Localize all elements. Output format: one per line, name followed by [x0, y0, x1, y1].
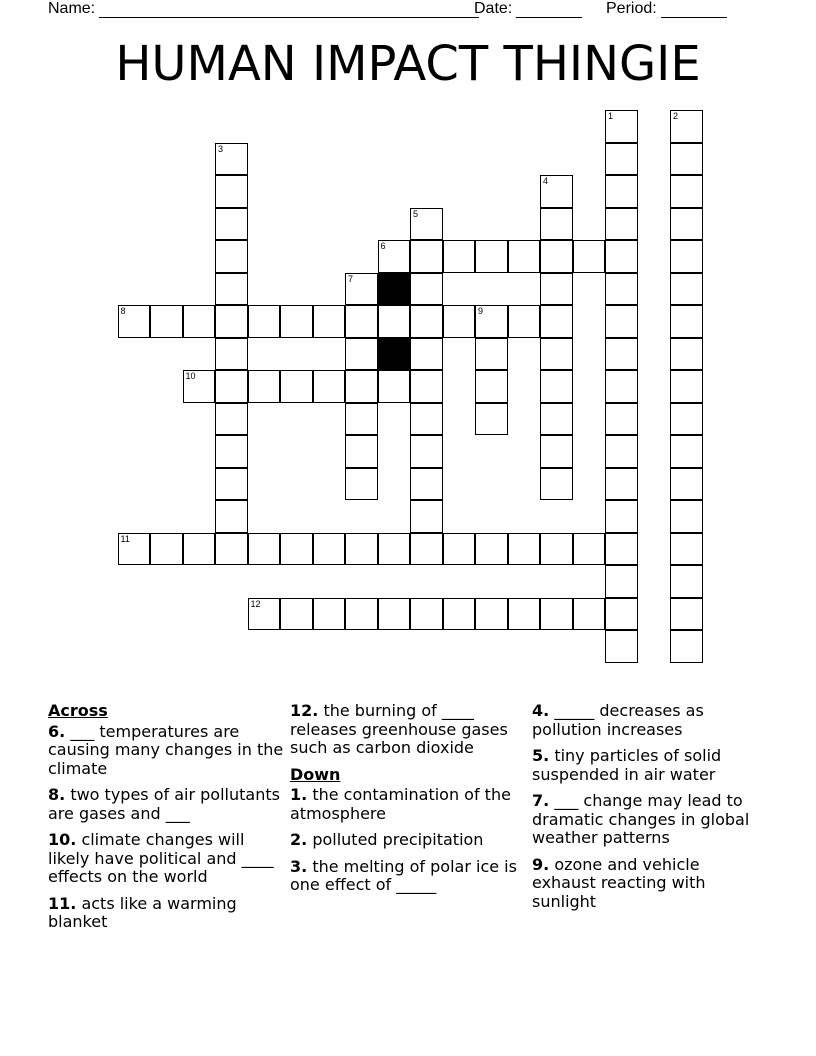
- grid-cell[interactable]: [215, 403, 248, 436]
- grid-cell[interactable]: [605, 630, 638, 663]
- grid-cell[interactable]: [670, 143, 703, 176]
- clue-number: 9.: [532, 854, 550, 874]
- clue-text: acts like a warming blanket: [48, 893, 237, 931]
- grid-cell[interactable]: [345, 435, 378, 468]
- clue-across-12: [290, 702, 526, 758]
- clue-number: 4.: [532, 701, 550, 720]
- grid-cell[interactable]: [410, 370, 443, 403]
- grid-cell[interactable]: [670, 630, 703, 663]
- grid-cell[interactable]: [280, 533, 313, 566]
- grid-cell[interactable]: [573, 240, 606, 273]
- clue-number-label: 1: [608, 111, 614, 121]
- grid-cell[interactable]: [670, 598, 703, 631]
- clue-number: 1.: [290, 785, 308, 804]
- grid-cell[interactable]: [345, 273, 378, 306]
- clue-text: _____ decreases as pollution increases: [532, 701, 704, 739]
- clue-text: two types of air pollutants are gases and ___: [48, 785, 280, 823]
- grid-cell[interactable]: [215, 468, 248, 501]
- clue-across-10: [48, 831, 284, 887]
- grid-cell[interactable]: [508, 533, 541, 566]
- across-heading: Across: [48, 701, 108, 720]
- grid-cell[interactable]: [475, 338, 508, 371]
- grid-cell[interactable]: [443, 305, 476, 338]
- grid-cell[interactable]: [475, 598, 508, 631]
- grid-cell[interactable]: [313, 305, 346, 338]
- grid-cell[interactable]: [280, 305, 313, 338]
- period-label: Period:: [606, 0, 657, 17]
- clue-across-6: [48, 723, 284, 779]
- grid-cell[interactable]: [280, 598, 313, 631]
- grid-cell[interactable]: [670, 500, 703, 533]
- clues-column-2: [290, 702, 526, 903]
- date-label: Date:: [474, 0, 513, 17]
- grid-cell[interactable]: [540, 468, 573, 501]
- grid-cell[interactable]: [540, 370, 573, 403]
- grid-cell[interactable]: [670, 208, 703, 241]
- grid-cell[interactable]: [670, 435, 703, 468]
- grid-cell[interactable]: [215, 305, 248, 338]
- grid-cell[interactable]: [540, 240, 573, 273]
- grid-cell[interactable]: [410, 403, 443, 436]
- grid-cell[interactable]: [508, 240, 541, 273]
- grid-cell[interactable]: [670, 273, 703, 306]
- grid-cell[interactable]: [215, 500, 248, 533]
- clue-text: the melting of polar ice is one effect of _____: [290, 856, 517, 894]
- grid-cell[interactable]: [378, 533, 411, 566]
- clue-text: polluted precipitation: [312, 830, 484, 849]
- clue-down-4: [532, 702, 768, 739]
- black-square: [378, 273, 411, 306]
- grid-cell[interactable]: [540, 598, 573, 631]
- grid-cell[interactable]: [248, 370, 281, 403]
- grid-cell[interactable]: [313, 598, 346, 631]
- clue-text: climate changes will likely have political and ____ effects on the world: [48, 830, 274, 886]
- clue-number: 12.: [290, 701, 319, 720]
- page-title: HUMAN IMPACT THINGIE: [115, 36, 701, 92]
- grid-cell[interactable]: [670, 110, 703, 143]
- clue-number-label: 10: [185, 371, 196, 381]
- grid-cell[interactable]: [540, 273, 573, 306]
- clue-number: 11.: [48, 893, 77, 913]
- grid-cell[interactable]: [540, 435, 573, 468]
- grid-cell[interactable]: [215, 435, 248, 468]
- grid-cell[interactable]: [475, 305, 508, 338]
- clue-text: ___ change may lead to dramatic changes in global weather patterns: [532, 791, 750, 847]
- clue-text: the burning of ____ releases greenhouse gases such as carbon dioxide: [290, 701, 508, 757]
- grid-cell[interactable]: [573, 598, 606, 631]
- grid-cell[interactable]: [345, 305, 378, 338]
- grid-cell[interactable]: [118, 533, 151, 566]
- grid-cell[interactable]: [670, 175, 703, 208]
- grid-cell[interactable]: [118, 305, 151, 338]
- grid-cell[interactable]: [248, 305, 281, 338]
- grid-cell[interactable]: [150, 533, 183, 566]
- grid-cell[interactable]: [670, 468, 703, 501]
- down-heading: Down: [290, 764, 341, 784]
- grid-cell[interactable]: [378, 305, 411, 338]
- grid-cell[interactable]: [670, 338, 703, 371]
- clue-number-label: 9: [478, 306, 484, 316]
- clue-text: the contamination of the atmosphere: [290, 785, 511, 823]
- grid-cell[interactable]: [215, 533, 248, 566]
- grid-cell[interactable]: [605, 403, 638, 436]
- clue-number-label: 8: [120, 306, 126, 316]
- clue-number: 2.: [290, 830, 308, 849]
- clue-down-3: [290, 858, 526, 895]
- clue-across-11: [48, 895, 284, 932]
- clue-text: ___ temperatures are causing many changes in the climate: [48, 721, 284, 778]
- grid-cell[interactable]: [410, 338, 443, 371]
- grid-cell[interactable]: [345, 370, 378, 403]
- grid-cell[interactable]: [475, 370, 508, 403]
- grid-cell[interactable]: [605, 240, 638, 273]
- grid-cell[interactable]: [605, 338, 638, 371]
- grid-cell[interactable]: [378, 598, 411, 631]
- grid-cell[interactable]: [540, 338, 573, 371]
- grid-cell[interactable]: [670, 240, 703, 273]
- grid-cell[interactable]: [475, 403, 508, 436]
- grid-cell[interactable]: [605, 273, 638, 306]
- grid-cell[interactable]: [150, 305, 183, 338]
- grid-cell[interactable]: [248, 598, 281, 631]
- grid-cell[interactable]: [443, 533, 476, 566]
- grid-cell[interactable]: [670, 370, 703, 403]
- grid-cell[interactable]: [443, 598, 476, 631]
- grid-cell[interactable]: [605, 175, 638, 208]
- clues-column-3: [532, 702, 768, 919]
- grid-cell[interactable]: [280, 370, 313, 403]
- clue-number: 5.: [532, 746, 550, 765]
- grid-cell[interactable]: [410, 240, 443, 273]
- grid-cell[interactable]: [605, 598, 638, 631]
- grid-cell[interactable]: [410, 208, 443, 241]
- clue-number-label: 3: [218, 143, 224, 154]
- clue-number-label: 2: [673, 111, 679, 121]
- grid-cell[interactable]: [605, 468, 638, 501]
- grid-cell[interactable]: [475, 240, 508, 273]
- clue-down-2: [290, 831, 526, 850]
- clue-number-label: 7: [348, 273, 354, 284]
- clues-column-1: [48, 702, 284, 940]
- clue-number-label: 12: [250, 598, 261, 609]
- grid-cell[interactable]: [540, 208, 573, 241]
- grid-cell[interactable]: [215, 370, 248, 403]
- grid-cell[interactable]: [508, 305, 541, 338]
- clue-number: 7.: [532, 791, 550, 810]
- grid-cell[interactable]: [183, 370, 216, 403]
- grid-cell[interactable]: [573, 533, 606, 566]
- clue-number: 3.: [290, 856, 308, 876]
- clue-number-label: 6: [380, 241, 386, 251]
- grid-cell[interactable]: [605, 533, 638, 566]
- grid-cell[interactable]: [215, 240, 248, 273]
- grid-cell[interactable]: [443, 240, 476, 273]
- grid-cell[interactable]: [345, 533, 378, 566]
- grid-cell[interactable]: [248, 533, 281, 566]
- clue-number-label: 5: [413, 208, 419, 219]
- clue-number: 6.: [48, 721, 66, 741]
- grid-cell[interactable]: [670, 403, 703, 436]
- grid-cell[interactable]: [540, 175, 573, 208]
- name-label: Name:: [48, 0, 96, 17]
- grid-cell[interactable]: [605, 370, 638, 403]
- grid-cell[interactable]: [605, 110, 638, 143]
- grid-cell[interactable]: [475, 533, 508, 566]
- grid-cell[interactable]: [215, 338, 248, 371]
- grid-cell[interactable]: [540, 305, 573, 338]
- grid-cell[interactable]: [605, 143, 638, 176]
- grid-cell[interactable]: [313, 370, 346, 403]
- clue-number: 10.: [48, 830, 77, 849]
- grid-cell[interactable]: [540, 533, 573, 566]
- grid-cell[interactable]: [670, 305, 703, 338]
- grid-cell[interactable]: [410, 468, 443, 501]
- grid-cell[interactable]: [670, 533, 703, 566]
- clue-text: ozone and vehicle exhaust reacting with sunlight: [532, 854, 706, 911]
- clue-number-label: 4: [543, 176, 549, 186]
- grid-cell[interactable]: [605, 208, 638, 241]
- clue-down-9: [532, 856, 768, 912]
- grid-cell[interactable]: [410, 273, 443, 306]
- grid-cell[interactable]: [378, 240, 411, 273]
- clue-down-5: [532, 747, 768, 784]
- grid-cell[interactable]: [215, 175, 248, 208]
- black-square: [378, 338, 411, 371]
- grid-cell[interactable]: [540, 403, 573, 436]
- clue-down-1: [290, 786, 526, 823]
- grid-cell[interactable]: [605, 500, 638, 533]
- grid-cell[interactable]: [345, 403, 378, 436]
- grid-cell[interactable]: [410, 500, 443, 533]
- clue-number: 8.: [48, 785, 66, 804]
- grid-cell[interactable]: [378, 370, 411, 403]
- grid-cell[interactable]: [183, 305, 216, 338]
- grid-cell[interactable]: [605, 565, 638, 598]
- grid-cell[interactable]: [605, 305, 638, 338]
- grid-cell[interactable]: [410, 435, 443, 468]
- grid-cell[interactable]: [215, 208, 248, 241]
- clue-number-label: 11: [120, 533, 130, 544]
- clue-text: tiny particles of solid suspended in air water: [532, 746, 722, 784]
- grid-cell[interactable]: [670, 565, 703, 598]
- grid-cell[interactable]: [215, 143, 248, 176]
- clue-down-7: [532, 792, 768, 848]
- grid-cell[interactable]: [410, 533, 443, 566]
- grid-cell[interactable]: [345, 338, 378, 371]
- grid-cell[interactable]: [410, 305, 443, 338]
- grid-cell[interactable]: [345, 598, 378, 631]
- grid-cell[interactable]: [508, 598, 541, 631]
- grid-cell[interactable]: [183, 533, 216, 566]
- grid-cell[interactable]: [215, 273, 248, 306]
- grid-cell[interactable]: [605, 435, 638, 468]
- clue-across-8: [48, 786, 284, 823]
- grid-cell[interactable]: [410, 598, 443, 631]
- grid-cell[interactable]: [313, 533, 346, 566]
- grid-cell[interactable]: [345, 468, 378, 501]
